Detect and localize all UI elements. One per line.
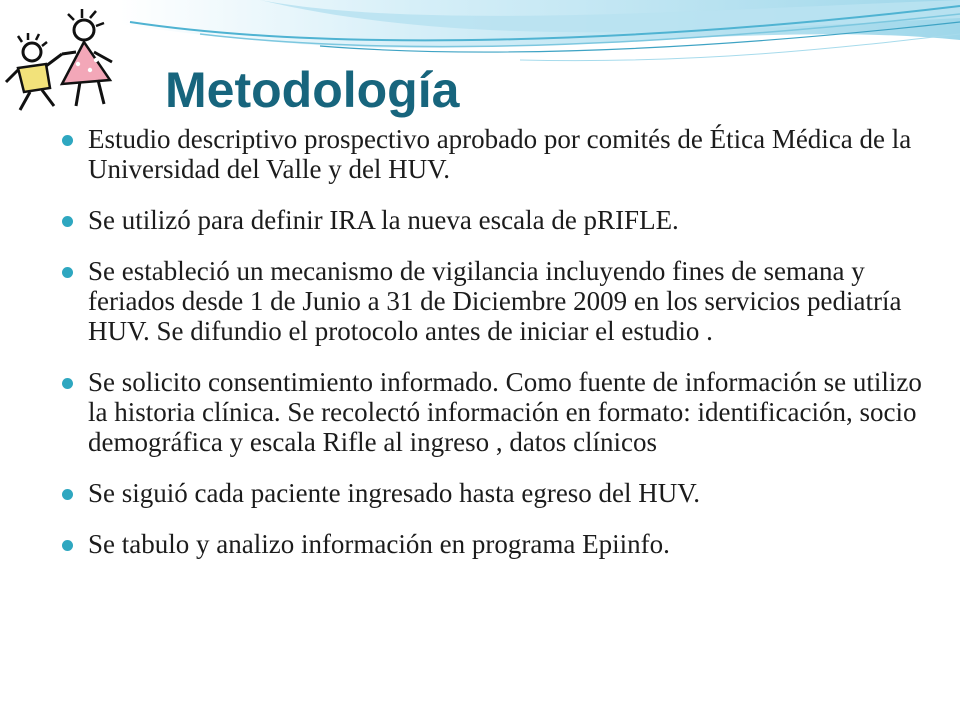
bullet-dot-icon	[62, 216, 73, 227]
bullet-text: Se solicito consentimiento informado. Como fuente de información se utilizo la historia clínica. Se recolectó información en formato: identificación, socio demográfica y escala Rifle al ingreso , datos clínicos	[88, 367, 922, 457]
bullet-dot-icon	[62, 489, 73, 500]
bullet-dot-icon	[62, 378, 73, 389]
bullet-item	[60, 529, 940, 559]
header-wave-decoration	[0, 0, 960, 110]
bullet-text: Se siguió cada paciente ingresado hasta egreso del HUV.	[88, 478, 701, 508]
bullet-item	[60, 256, 940, 346]
bullet-text: Estudio descriptivo prospectivo aprobado por comités de Ética Médica de la Universidad del Valle y del HUV.	[88, 124, 912, 184]
bullet-item	[60, 367, 940, 457]
bullet-text: Se estableció un mecanismo de vigilancia incluyendo fines de semana y feriados desde 1 de Junio a 31 de Diciembre 2009 en los servicios pediatría HUV. Se difundio el protocolo antes de iniciar el estudio .	[88, 256, 902, 346]
bullet-text: Se utilizó para definir IRA la nueva escala de pRIFLE.	[88, 205, 679, 235]
bullet-list	[60, 124, 940, 580]
bullet-text: Se tabulo y analizo información en programa Epiinfo.	[88, 529, 670, 559]
bullet-dot-icon	[62, 540, 73, 551]
bullet-dot-icon	[62, 135, 73, 146]
slide-title: Metodología	[165, 62, 460, 118]
bullet-item	[60, 124, 940, 184]
bullet-dot-icon	[62, 267, 73, 278]
bullet-item	[60, 478, 940, 508]
bullet-item	[60, 205, 940, 235]
children-drawing-icon	[0, 6, 122, 116]
